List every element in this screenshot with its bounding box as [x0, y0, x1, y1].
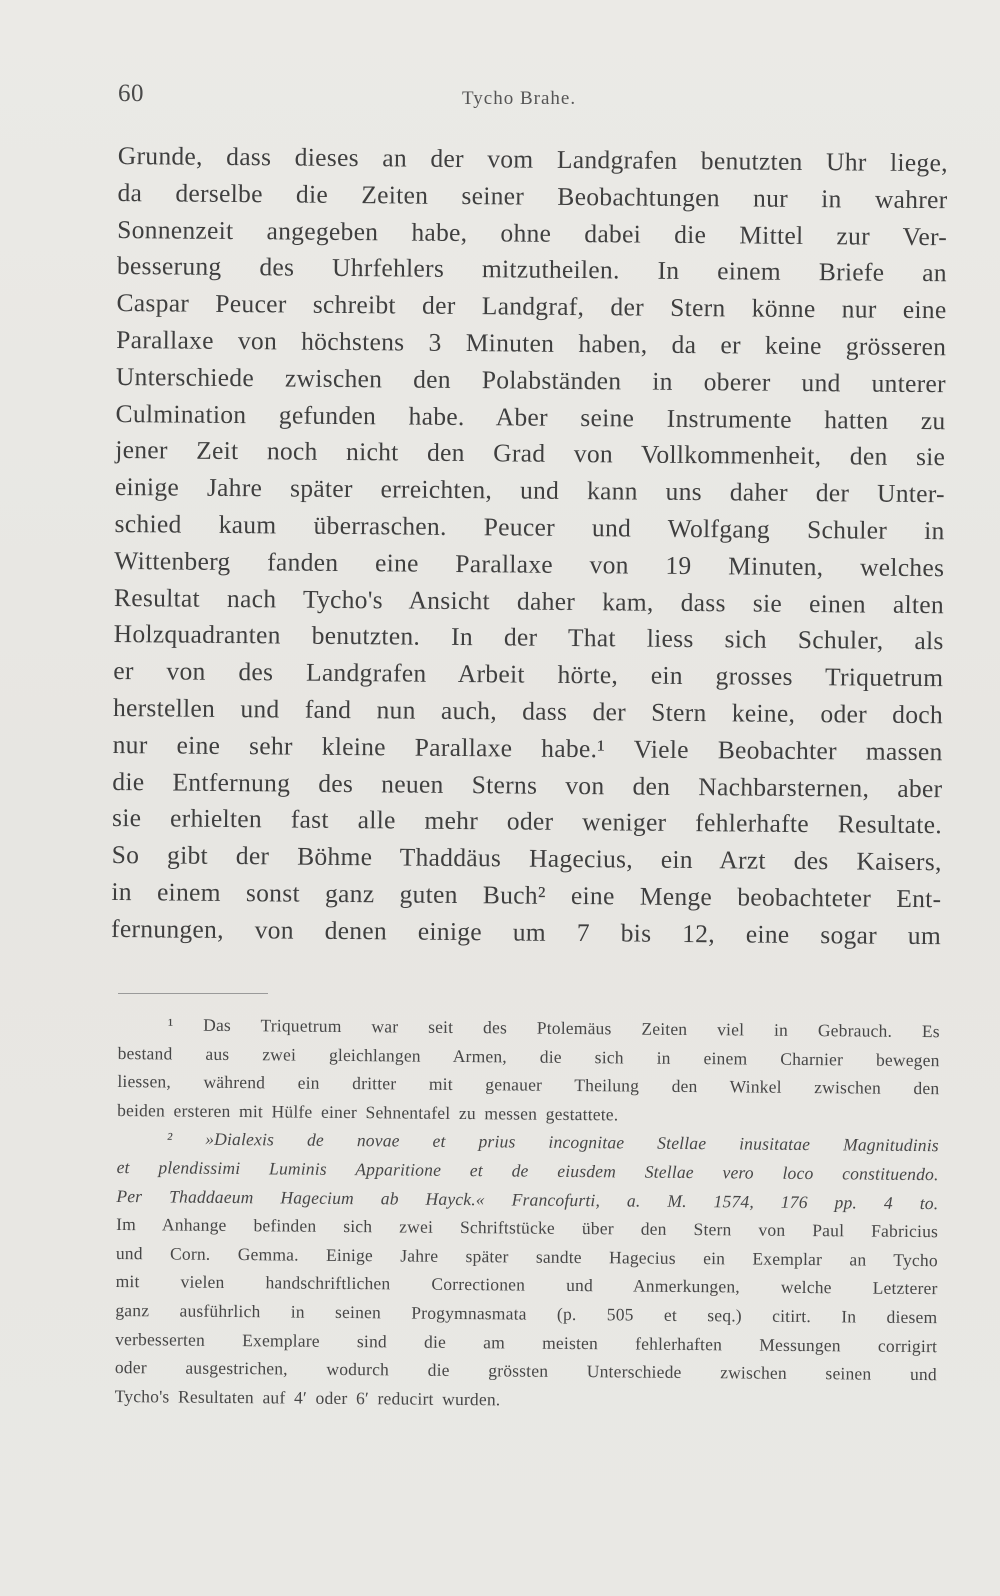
footnote-2-title-line: et plendissimi Luminis Apparitione et de eiusdem Stellae vero loco constituendo.	[116, 1156, 939, 1185]
body-line: in einem sonst ganz guten Buch² eine Menge beobachteter Ent-	[111, 876, 942, 914]
body-line: nur eine sehr kleine Parallaxe habe.¹ Viele Beobachter massen	[112, 729, 943, 766]
body-line: Holzquadranten benutzten. In der That liess sich Schuler, als	[113, 619, 944, 656]
body-line: Unterschiede zwischen den Polabständen in oberer und unterer	[115, 361, 947, 399]
body-line: So gibt der Böhme Thaddäus Hagecius, ein Arzt des Kaisers,	[111, 840, 942, 877]
footnote-separator	[118, 993, 268, 994]
body-line: Parallaxe von höchstens 3 Minuten haben, da er keine grösseren	[116, 324, 947, 362]
body-line: Resultat nach Tycho's Ansicht daher kam, dass sie einen alten	[113, 582, 945, 619]
footnote-2-line: mit vielen handschriftlichen Correctionen und Anmerkungen, welche Letzterer	[115, 1271, 938, 1299]
body-line: sie erhielten fast alle mehr oder weniger fehlerhafte Resultate.	[111, 803, 943, 840]
running-head: Tycho Brahe.	[462, 88, 577, 109]
body-line: Culmination gefunden habe. Aber seine Instrumente hatten zu	[115, 398, 946, 435]
body-line: Caspar Peucer schreibt der Landgraf, der Stern könne nur eine	[116, 288, 947, 325]
footnote-2-line: verbesserten Exemplare sind die am meisten fehlerhaften Messungen corrigirt	[115, 1328, 938, 1356]
footnotes	[115, 1010, 940, 1417]
body-line: herstellen und fand nun auch, dass der Stern keine, oder doch	[112, 692, 944, 730]
body-line: einige Jahre später erreichten, und kann uns daher der Unter-	[114, 472, 946, 509]
body-line: die Entfernung des neuen Sterns von den Nachbarsternen, aber	[112, 766, 943, 803]
footnote-2-line: Tycho's Resultaten auf 4′ oder 6′ reducirt wurden.	[114, 1385, 501, 1410]
footnote-2-title-line: ² »Dialexis de novae et prius incognitae Stellae inusitatae Magnitudinis	[166, 1128, 939, 1156]
footnote-2-line: ganz ausführlich in seinen Progymnasmata (p. 505 et seq.) citirt. In diesem	[115, 1299, 938, 1328]
body-line: da derselbe die Zeiten seiner Beobachtungen nur in wahrer	[117, 177, 948, 215]
body-line: schied kaum überraschen. Peucer und Wolfgang Schuler in	[114, 508, 945, 546]
body-line: fernungen, von denen einige um 7 bis 12, eine sogar um	[110, 913, 942, 950]
footnote-1-line: ¹ Das Triquetrum war seit des Ptolemäus Zeiten viel in Gebrauch. Es	[167, 1014, 940, 1042]
footnote-1-line: beiden ersteren mit Hülfe einer Sehnentafel zu messen gestattete.	[117, 1099, 619, 1125]
page-number: 60	[118, 80, 144, 107]
body-line: Wittenberg fanden eine Parallaxe von 19 Minuten, welches	[114, 545, 945, 582]
footnote-2-line: oder ausgestrichen, wodurch die grössten Unterschiede zwischen seinen und	[114, 1357, 937, 1385]
body-line: er von des Landgrafen Arbeit hörte, ein grosses Triquetrum	[113, 656, 944, 693]
body-text	[111, 138, 948, 955]
footnote-2-line: und Corn. Gemma. Einige Jahre später sandte Hagecius ein Exemplar an Tycho	[115, 1242, 938, 1270]
footnote-1-line: liessen, während ein dritter mit genauer Theilung den Winkel zwischen den	[117, 1071, 940, 1099]
body-line: jener Zeit noch nicht den Grad von Vollkommenheit, den sie	[115, 435, 946, 472]
footnote-1-line: bestand aus zwei gleichlangen Armen, die sich in einem Charnier bewegen	[117, 1042, 940, 1070]
body-line: Sonnenzeit angegeben habe, ohne dabei die Mittel zur Ver-	[117, 214, 948, 251]
footnote-2-title-line: Per Thaddaeum Hagecium ab Hayck.« Francofurti, a. M. 1574, 176 pp. 4 to.	[116, 1185, 939, 1213]
body-line: Grunde, dass dieses an der vom Landgrafen benutzten Uhr liege,	[117, 140, 948, 178]
footnote-2-line: Im Anhange befinden sich zwei Schriftstücke über den Stern von Paul Fabricius	[116, 1214, 939, 1242]
body-line: besserung des Uhrfehlers mitzutheilen. In einem Briefe an	[116, 251, 947, 288]
